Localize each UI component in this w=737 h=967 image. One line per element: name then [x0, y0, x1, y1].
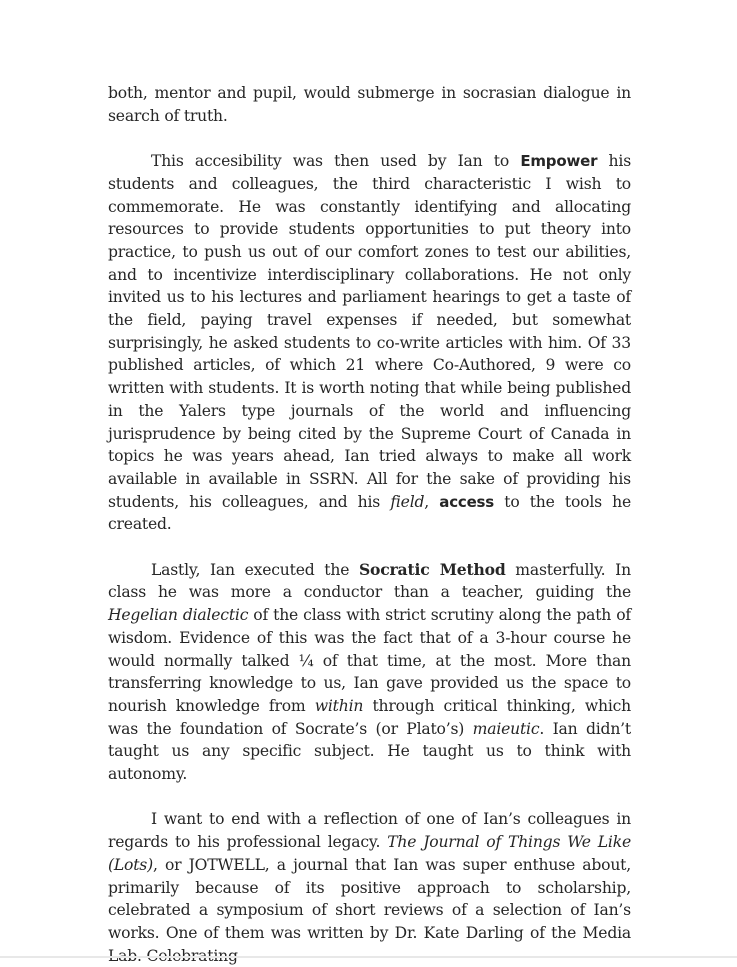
maieutic-emphasis: maieutic: [472, 719, 540, 738]
paragraph-4-text-1: I want to end with a reflection of one of Ian’s colleagues in regards to his professional legacy.: [108, 810, 631, 852]
paragraph-1: [108, 82, 631, 127]
paragraph-2-text-4: to the tools he created.: [108, 492, 632, 534]
paragraph-3-text-2: masterfully. In class he was more a conductor than a teacher, guiding the: [108, 560, 631, 602]
hegelian-dialectic-emphasis: Hegelian dialectic: [108, 606, 249, 625]
paragraph-2-text-1: This accesibility was then used by Ian to: [151, 152, 521, 171]
paragraph-2: [108, 150, 631, 536]
paragraph-4: [108, 808, 631, 967]
within-emphasis: within: [314, 696, 364, 715]
paragraph-2-text-3: ,: [424, 492, 440, 511]
paragraph-3-text-4: through critical thinking, which was the foundation of Socrate’s (or Plato’s): [108, 696, 631, 738]
paragraph-3-text-3: of the class with strict scrutiny along the path of wisdom. Evidence of this was the fact that of a 3-hour course he would normally talked ¼ of that time, at the most. More than transferring knowledge to us, Ian gave provided us the space to nourish knowledge from: [108, 606, 631, 715]
empower-emphasis: Empower: [520, 152, 598, 171]
paragraph-3-text-5: . Ian didn’t taught us any specific subject. He taught us to think with autonomy.: [108, 719, 631, 784]
paragraph-4-text-2: , or JOTWELL, a journal that Ian was super enthuse about, primarily because of its positive approach to scholarship, celebrated a symposium of short reviews of a selection of Ian’s works. One of them was written by Dr. Kate Darling of the Media: [108, 855, 631, 942]
paragraph-3-text-1: Lastly, Ian executed the: [151, 560, 359, 579]
journal-title-emphasis: The Journal of Things We Like (Lots): [108, 833, 631, 874]
body-text: [108, 82, 631, 967]
field-emphasis: field: [390, 492, 425, 511]
paragraph-1-text: both, mentor and pupil, would submerge in socrasian dialogue in search of truth.: [108, 84, 631, 125]
access-emphasis: access: [439, 492, 495, 511]
paragraph-2-text-2: his students and colleagues, the third characteristic I wish to commemorate. He was constantly identifying and allocating resources to provide students opportunities to put theory into practice, to push us out of our comfort zones to test our abilities, and to incentivize interdisciplinary collaborations. He not only invited us to his lectures and parliament hearings to get a taste of the field, paying travel expenses if needed, but somewhat surprisingly, he asked students to co-write articles with him. Of 33 published articles, of which 21 where Co-Authored, 9 were co written with students. It is worth noting that while being published in the Yalers type journals of the world and influencing jurisprudence by being cited by the Supreme Court of Canada in topics he was years ahead, Ian tried always to make all work available in available in SSRN. All for the sake of providing his students, his colleagues, and his: [108, 152, 631, 511]
paragraph-3: [108, 559, 631, 786]
socratic-method-emphasis: Socratic Method: [358, 559, 506, 579]
